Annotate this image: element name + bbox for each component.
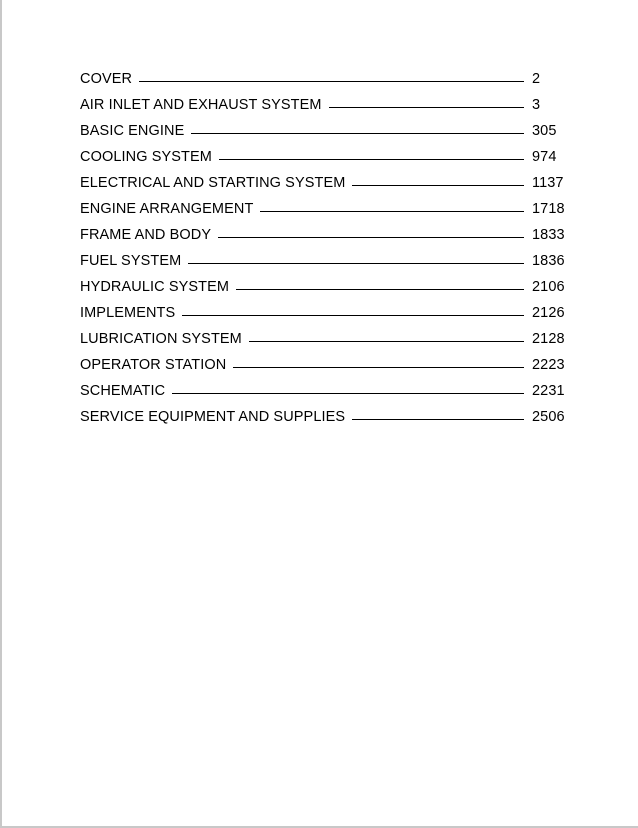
toc-leader-line (172, 393, 524, 394)
toc-entry-engine-arrangement[interactable] (80, 192, 566, 218)
toc-entry-lubrication-system[interactable] (80, 322, 566, 348)
toc-entry-air-inlet-and-exhaust-system[interactable] (80, 88, 566, 114)
table-of-contents (80, 62, 566, 426)
toc-entry-basic-engine[interactable] (80, 114, 566, 140)
toc-entry-page: 3 (532, 97, 541, 113)
toc-leader-line (260, 211, 524, 212)
toc-entry-electrical-and-starting-system[interactable] (80, 166, 566, 192)
toc-entry-fuel-system[interactable] (80, 244, 566, 270)
toc-entry-title: OPERATOR STATION (80, 357, 227, 373)
toc-entry-title: COOLING SYSTEM (80, 149, 212, 165)
toc-entry-title: ELECTRICAL AND STARTING SYSTEM (80, 175, 346, 191)
toc-entry-schematic[interactable] (80, 374, 566, 400)
toc-entry-page: 2126 (532, 305, 565, 321)
toc-entry-operator-station[interactable] (80, 348, 566, 374)
toc-entry-title: IMPLEMENTS (80, 305, 176, 321)
toc-entry-page: 1137 (532, 175, 564, 191)
toc-leader-line (329, 107, 524, 108)
toc-entry-title: FUEL SYSTEM (80, 253, 182, 269)
toc-entry-title: HYDRAULIC SYSTEM (80, 279, 230, 295)
toc-entry-page: 974 (532, 149, 557, 165)
toc-entry-page: 2223 (532, 357, 565, 373)
toc-entry-service-equipment-and-supplies[interactable] (80, 400, 566, 426)
toc-entry-page: 1718 (532, 201, 565, 217)
toc-leader-line (249, 341, 524, 342)
toc-entry-page: 1833 (532, 227, 565, 243)
toc-leader-line (218, 237, 524, 238)
toc-leader-line (233, 367, 524, 368)
toc-entry-page: 2106 (532, 279, 565, 295)
toc-leader-line (188, 263, 524, 264)
toc-entry-title: LUBRICATION SYSTEM (80, 331, 242, 347)
toc-entry-hydraulic-system[interactable] (80, 270, 566, 296)
toc-leader-line (219, 159, 524, 160)
toc-entry-title: ENGINE ARRANGEMENT (80, 201, 254, 217)
toc-entry-title: COVER (80, 71, 133, 87)
toc-leader-line (139, 81, 524, 82)
toc-entry-page: 2506 (532, 409, 565, 425)
toc-entry-title: SERVICE EQUIPMENT AND SUPPLIES (80, 409, 346, 425)
toc-entry-page: 2231 (532, 383, 565, 399)
toc-entry-title: SCHEMATIC (80, 383, 166, 399)
toc-entry-cooling-system[interactable] (80, 140, 566, 166)
toc-leader-line (182, 315, 524, 316)
toc-leader-line (352, 419, 524, 420)
toc-entry-title: BASIC ENGINE (80, 123, 185, 139)
toc-entry-title: FRAME AND BODY (80, 227, 212, 243)
toc-leader-line (236, 289, 524, 290)
toc-entry-page: 2128 (532, 331, 565, 347)
toc-entry-implements[interactable] (80, 296, 566, 322)
toc-entry-page: 1836 (532, 253, 565, 269)
toc-leader-line (352, 185, 524, 186)
toc-entry-frame-and-body[interactable] (80, 218, 566, 244)
toc-entry-cover[interactable] (80, 62, 566, 88)
toc-entry-page: 2 (532, 71, 541, 87)
toc-entry-title: AIR INLET AND EXHAUST SYSTEM (80, 97, 322, 113)
toc-entry-page: 305 (532, 123, 557, 139)
toc-leader-line (191, 133, 524, 134)
